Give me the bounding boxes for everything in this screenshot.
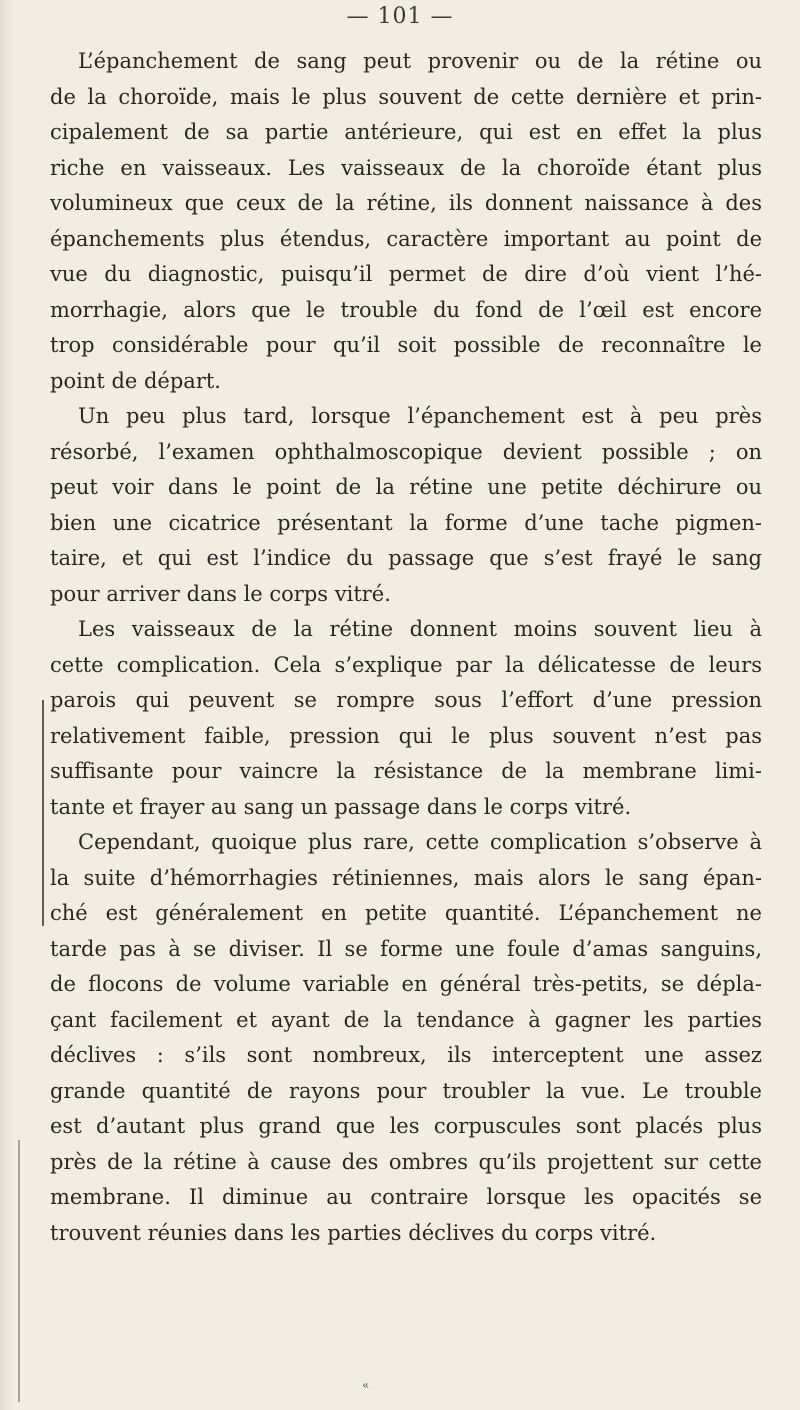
- text-line: morrhagie, alors que le trouble du fond de l’œil est encore: [50, 297, 762, 322]
- text-line: Les vaisseaux de la rétine donnent moins souvent lieu à: [78, 617, 762, 641]
- text-line: Un peu plus tard, lorsque l’épanchement est à peu près: [78, 404, 762, 428]
- paragraph-4: [50, 825, 762, 1251]
- scan-edge-shadow: [0, 0, 14, 1410]
- margin-bar: [42, 700, 44, 926]
- text-line: résorbé, l’examen ophthalmoscopique devient possible ; on: [50, 439, 762, 464]
- page-number: — 101 —: [346, 4, 454, 29]
- paragraph-3: [50, 612, 762, 825]
- text-line: volumineux que ceux de la rétine, ils donnent naissance à des: [50, 191, 762, 215]
- paragraph-2: [50, 399, 762, 612]
- text-line: point de départ.: [50, 368, 221, 393]
- text-line: parois qui peuvent se rompre sous l’effort d’une pression: [50, 688, 762, 712]
- text-line: tarde pas à se diviser. Il se forme une foule d’amas sanguins,: [50, 936, 762, 961]
- text-line: L’épanchement de sang peut provenir ou de la rétine ou: [78, 49, 762, 73]
- text-line: pour arriver dans le corps vitré.: [50, 581, 391, 606]
- text-line: déclives : s’ils sont nombreux, ils interceptent une assez: [50, 1043, 762, 1067]
- text-line: relativement faible, pression qui le plus souvent n’est pas: [50, 723, 762, 748]
- text-line: épanchements plus étendus, caractère important au point de: [50, 226, 762, 251]
- paragraph-1: [50, 44, 762, 399]
- text-line: cette complication. Cela s’explique par la délicatesse de leurs: [50, 652, 762, 677]
- text-line: trouvent réunies dans les parties déclives du corps vitré.: [50, 1220, 657, 1245]
- text-line: riche en vaisseaux. Les vaisseaux de la choroïde étant plus: [50, 155, 762, 180]
- text-line: près de la rétine à cause des ombres qu’ils projettent sur cette: [50, 1149, 762, 1174]
- text-line: de la choroïde, mais le plus souvent de cette dernière et prin-: [50, 84, 762, 109]
- text-line: vue du diagnostic, puisqu’il permet de dire d’où vient l’hé-: [50, 262, 762, 286]
- text-line: tante et frayer au sang un passage dans le corps vitré.: [50, 794, 632, 819]
- text-line: est d’autant plus grand que les corpuscules sont placés plus: [50, 1114, 762, 1138]
- text-line: bien une cicatrice présentant la forme d’une tache pigmen-: [50, 510, 762, 535]
- body-text: [50, 44, 762, 1251]
- text-line: trop considérable pour qu’il soit possible de reconnaître le: [50, 333, 762, 357]
- text-line: grande quantité de rayons pour troubler la vue. Le trouble: [50, 1078, 762, 1103]
- text-line: peut voir dans le point de la rétine une petite déchirure ou: [50, 475, 762, 499]
- text-line: membrane. Il diminue au contraire lorsque les opacités se: [50, 1185, 762, 1209]
- left-edge-rule: [18, 1140, 20, 1402]
- footer-mark: «: [362, 1378, 370, 1392]
- text-line: la suite d’hémorrhagies rétiniennes, mais alors le sang épan-: [50, 865, 762, 890]
- text-line: ché est généralement en petite quantité. L’épanchement ne: [50, 901, 762, 925]
- text-line: de flocons de volume variable en général très-petits, se dépla-: [50, 972, 762, 996]
- text-line: cipalement de sa partie antérieure, qui est en effet la plus: [50, 120, 762, 144]
- text-line: suffisante pour vaincre la résistance de la membrane limi-: [50, 759, 762, 783]
- text-line: Cependant, quoique plus rare, cette complication s’observe à: [78, 830, 762, 854]
- text-line: taire, et qui est l’indice du passage que s’est frayé le sang: [50, 546, 762, 570]
- text-line: çant facilement et ayant de la tendance à gagner les parties: [50, 1007, 762, 1032]
